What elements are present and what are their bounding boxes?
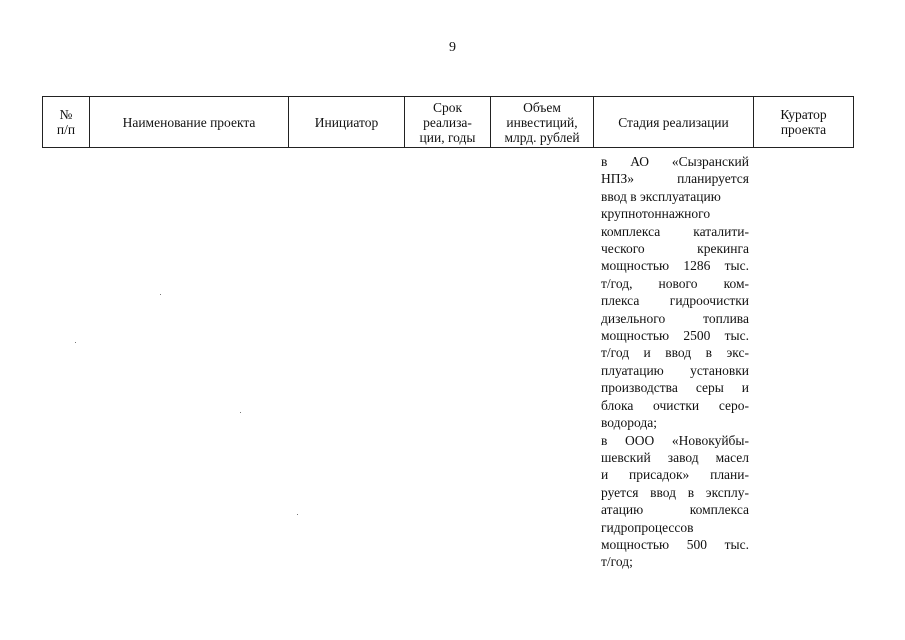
- cell-stage: [594, 148, 754, 571]
- table-header-row: [43, 97, 854, 148]
- header-term: Срок реализа- ции, годы: [405, 97, 491, 148]
- stage-line: мощностью 1286 тыс.: [601, 258, 749, 274]
- stage-line: в АО «Сызранский: [601, 154, 749, 169]
- stage-line: плуатацию установки: [601, 362, 749, 378]
- stage-line: т/год;: [601, 554, 633, 570]
- stage-line: водорода;: [601, 415, 657, 431]
- stage-line: т/год, нового ком-: [601, 275, 749, 291]
- header-project-name: Наименование проекта: [90, 97, 289, 148]
- scan-speck: [160, 294, 161, 295]
- stage-line: ввод в эксплуатацию: [601, 188, 721, 204]
- scan-speck: [75, 342, 76, 343]
- header-investment: Объем инвестиций, млрд. рублей: [491, 97, 594, 148]
- stage-line: руется ввод в эксплу-: [601, 484, 749, 500]
- stage-line: т/год и ввод в экс-: [601, 345, 749, 361]
- stage-line: и присадок» плани-: [601, 467, 749, 483]
- stage-description: [594, 148, 753, 571]
- stage-line: ческого крекинга: [601, 241, 749, 257]
- projects-table: [42, 96, 854, 571]
- stage-line: в ООО «Новокуйбы-: [601, 432, 749, 448]
- stage-line: крупнотоннажного: [601, 206, 711, 222]
- stage-line: плекса гидроочистки: [601, 293, 749, 309]
- cell-term: [405, 148, 491, 571]
- stage-line: дизельного топлива: [601, 310, 749, 326]
- cell-curator: [754, 148, 854, 571]
- scan-speck: [240, 412, 241, 413]
- cell-investment: [491, 148, 594, 571]
- header-initiator: Инициатор: [289, 97, 405, 148]
- page-number: 9: [449, 40, 456, 55]
- stage-line: мощностью 500 тыс.: [601, 536, 749, 552]
- header-curator: Куратор проекта: [754, 97, 854, 148]
- cell-initiator: [289, 148, 405, 571]
- stage-line: атацию комплекса: [601, 502, 749, 518]
- stage-line: НПЗ» планируется: [601, 171, 749, 187]
- stage-line: блока очистки серо-: [601, 397, 749, 413]
- cell-project-name: [90, 148, 289, 571]
- scan-speck: [297, 514, 298, 515]
- stage-line: гидропроцессов: [601, 519, 694, 535]
- stage-line: комплекса каталити-: [601, 223, 749, 239]
- table-row: [43, 148, 854, 571]
- stage-line: мощностью 2500 тыс.: [601, 328, 749, 344]
- cell-number: [43, 148, 90, 571]
- stage-line: шевский завод масел: [601, 449, 749, 465]
- header-number: № п/п: [43, 97, 90, 148]
- header-stage: Стадия реализации: [594, 97, 754, 148]
- stage-line: производства серы и: [601, 380, 749, 396]
